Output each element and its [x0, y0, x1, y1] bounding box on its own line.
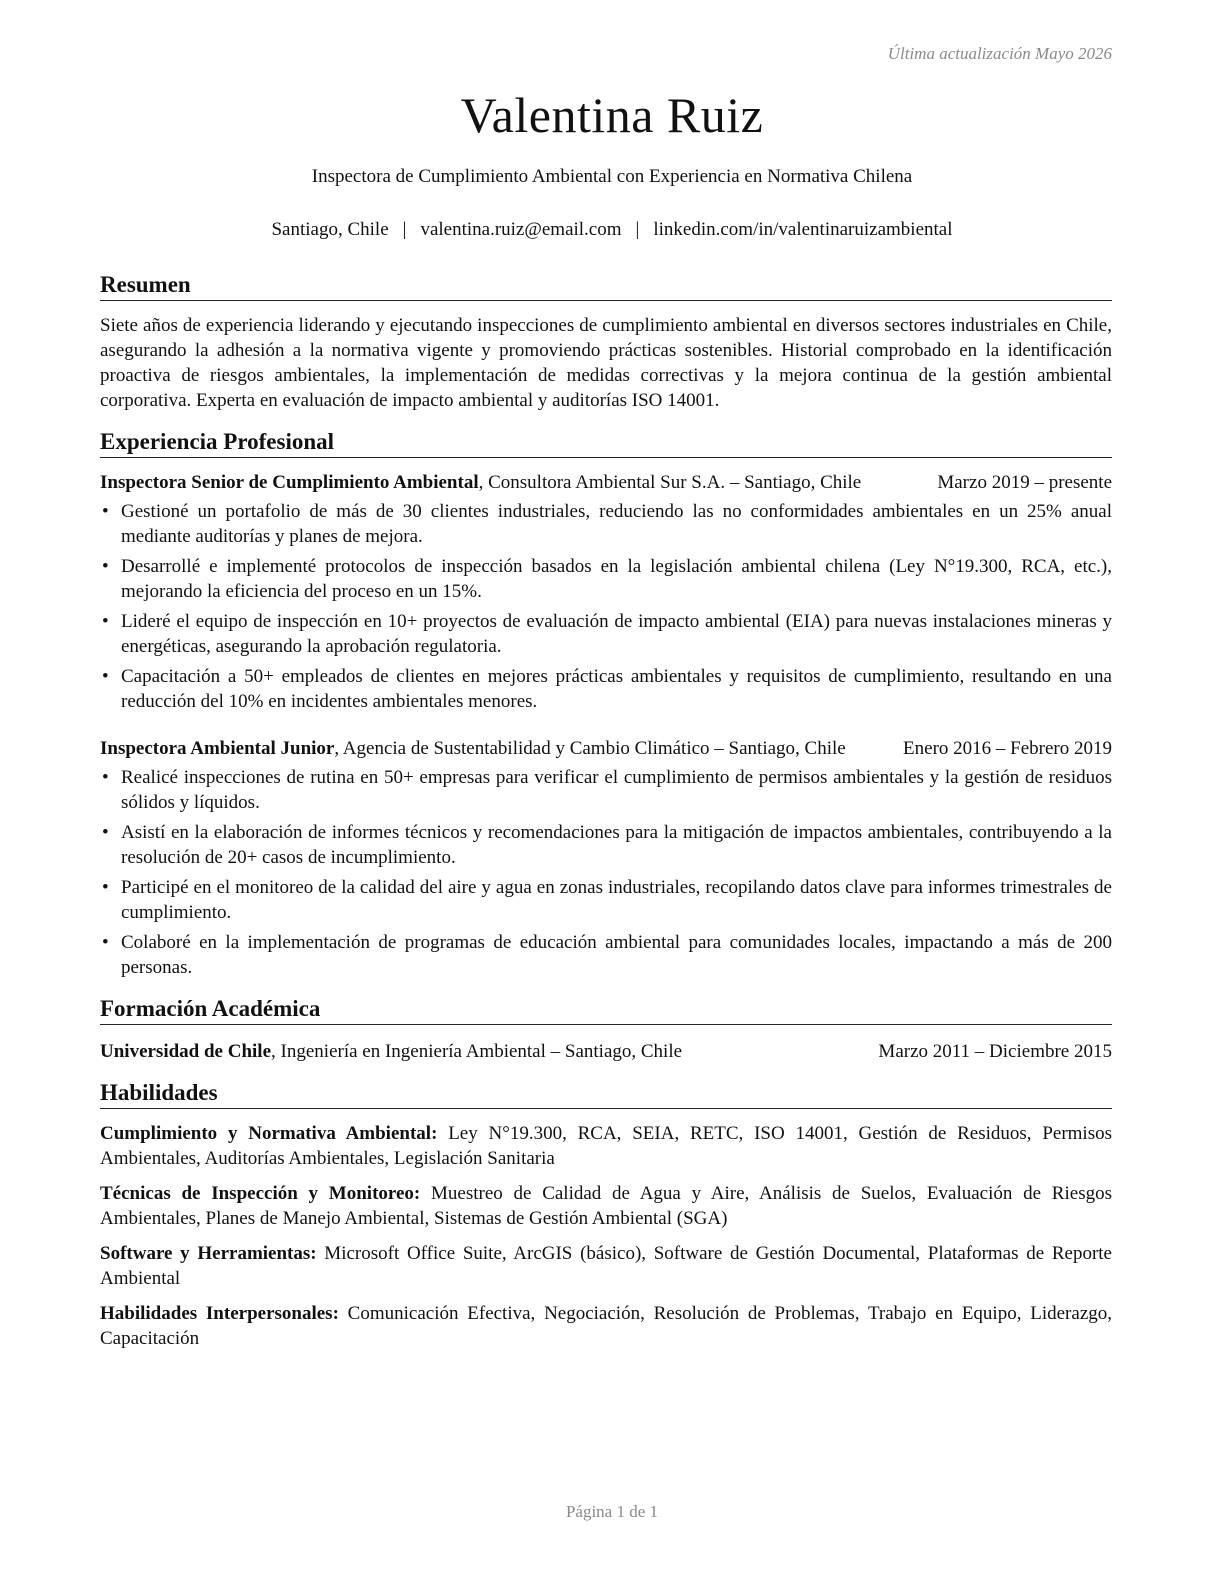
- separator: |: [635, 219, 640, 240]
- last-updated: Última actualización Mayo 2026: [887, 44, 1112, 63]
- skills-section: [100, 1078, 1112, 1351]
- skill-label: Habilidades Interpersonales:: [100, 1303, 339, 1324]
- list-item: [100, 875, 1112, 925]
- skill-group: [100, 1181, 1112, 1231]
- bullet-text: Gestioné un portafolio de más de 30 clientes industriales, reduciendo las no conformidades ambientales en un 25% anual mediante auditorías y planes de mejora.: [121, 501, 1112, 547]
- list-item: [100, 609, 1112, 659]
- bullet-text: Colaboré en la implementación de programas de educación ambiental para comunidades locales, impactando a más de 200 personas.: [121, 932, 1112, 978]
- education-entry: [100, 1039, 1112, 1064]
- contact-line: [0, 219, 1224, 241]
- bullet-icon: •: [102, 666, 109, 687]
- job-bullets: [100, 765, 1112, 980]
- skill-list: Microsoft Office Suite, ArcGIS (básico), Software de Gestión Documental, Plataformas de Reporte Ambiental: [100, 1243, 1112, 1289]
- skill-group: [100, 1241, 1112, 1291]
- section-title: Resumen: [100, 270, 1112, 301]
- list-item: [100, 664, 1112, 714]
- job-role: Inspectora Senior de Cumplimiento Ambiental: [100, 472, 479, 493]
- bullet-text: Participé en el monitoreo de la calidad del aire y agua en zonas industriales, recopilando datos clave para informes trimestrales de cumplimiento.: [121, 877, 1112, 923]
- bullet-icon: •: [102, 767, 109, 788]
- skill-list: Comunicación Efectiva, Negociación, Resolución de Problemas, Trabajo en Equipo, Liderazgo, Capacitación: [100, 1303, 1112, 1349]
- skill-label: Cumplimiento y Normativa Ambiental:: [100, 1123, 438, 1144]
- skill-list: Ley N°19.300, RCA, SEIA, RETC, ISO 14001, Gestión de Residuos, Permisos Ambientales, Auditorías Ambientales, Legislación Sanitaria: [100, 1123, 1112, 1169]
- bullet-icon: •: [102, 877, 109, 898]
- list-item: [100, 765, 1112, 815]
- list-item: [100, 554, 1112, 604]
- section-title: Experiencia Profesional: [100, 427, 1112, 458]
- job-org: , Consultora Ambiental Sur S.A. – Santiago, Chile: [478, 472, 862, 493]
- degree: , Ingeniería en Ingeniería Ambiental – Santiago, Chile: [271, 1041, 683, 1062]
- skill-group: [100, 1301, 1112, 1351]
- job-title-line: [100, 736, 903, 761]
- bullet-icon: •: [102, 822, 109, 843]
- job-dates: Enero 2016 – Febrero 2019: [903, 738, 1112, 759]
- page-number: Página 1 de 1: [565, 1502, 659, 1521]
- school-name: Universidad de Chile: [100, 1041, 272, 1062]
- summary-text: Siete años de experiencia liderando y ejecutando inspecciones de cumplimiento ambiental en diversos sectores industriales en Chile, asegurando la adhesión a la normativa vigente y promoviendo prácticas sostenibles. Historial comprobado en la identificación proactiva de riesgos ambientales, la implementación de medidas correctivas y la mejora continua de la gestión ambiental corporativa. Experta en evaluación de impacto ambiental y auditorías ISO 14001.: [100, 315, 1112, 411]
- skill-label: Software y Herramientas:: [100, 1243, 317, 1264]
- bullet-icon: •: [102, 611, 109, 632]
- job-header: [100, 470, 1112, 495]
- job-bullets: [100, 499, 1112, 714]
- bullet-text: Capacitación a 50+ empleados de clientes en mejores prácticas ambientales y requisitos de cumplimiento, resultando en una reducción del 10% en incidentes ambientales menores.: [121, 666, 1112, 712]
- education-dates: Marzo 2011 – Diciembre 2015: [878, 1041, 1112, 1062]
- section-title: Formación Académica: [100, 994, 1112, 1025]
- skill-label: Técnicas de Inspección y Monitoreo:: [100, 1183, 421, 1204]
- summary-section: [100, 270, 1112, 413]
- bullet-text: Realicé inspecciones de rutina en 50+ empresas para verificar el cumplimiento de permisos ambientales y la gestión de residuos sólidos y líquidos.: [121, 767, 1112, 813]
- section-title: Habilidades: [100, 1078, 1112, 1109]
- bullet-icon: •: [102, 501, 109, 522]
- headline: Inspectora de Cumplimiento Ambiental con Experiencia en Normativa Chilena: [311, 166, 913, 187]
- job-header: [100, 736, 1112, 761]
- job-title-line: [100, 470, 937, 495]
- linkedin-link[interactable]: linkedin.com/in/valentinaruizambiental: [653, 219, 953, 240]
- bullet-icon: •: [102, 556, 109, 577]
- skill-list: Muestreo de Calidad de Agua y Aire, Análisis de Suelos, Evaluación de Riesgos Ambientales, Planes de Manejo Ambiental, Sistemas de Gestión Ambiental (SGA): [100, 1183, 1112, 1229]
- email-link[interactable]: valentina.ruiz@email.com: [420, 219, 622, 240]
- list-item: [100, 499, 1112, 549]
- job-dates: Marzo 2019 – presente: [937, 472, 1112, 493]
- bullet-icon: •: [102, 932, 109, 953]
- bullet-text: Lideré el equipo de inspección en 10+ proyectos de evaluación de impacto ambiental (EIA) para nuevas instalaciones mineras y energéticas, asegurando la aprobación regulatoria.: [121, 611, 1112, 657]
- resume-content: [100, 270, 1112, 1365]
- job-entry: [100, 736, 1112, 980]
- job-role: Inspectora Ambiental Junior: [100, 738, 335, 759]
- candidate-name: Valentina Ruiz: [460, 87, 764, 143]
- skill-group: [100, 1121, 1112, 1171]
- list-item: [100, 820, 1112, 870]
- bullet-text: Asistí en la elaboración de informes técnicos y recomendaciones para la mitigación de impactos ambientales, contribuyendo a la resolución de 20+ casos de incumplimiento.: [121, 822, 1112, 868]
- job-org: , Agencia de Sustentabilidad y Cambio Climático – Santiago, Chile: [334, 738, 846, 759]
- education-title-line: [100, 1039, 872, 1064]
- list-item: [100, 930, 1112, 980]
- bullet-text: Desarrollé e implementé protocolos de inspección basados en la legislación ambiental chilena (Ley N°19.300, RCA, etc.), mejorando la eficiencia del proceso en un 15%.: [121, 556, 1112, 602]
- job-entry: [100, 470, 1112, 714]
- experience-section: [100, 427, 1112, 980]
- education-section: [100, 994, 1112, 1064]
- location: Santiago, Chile: [271, 219, 389, 240]
- separator: |: [402, 219, 407, 240]
